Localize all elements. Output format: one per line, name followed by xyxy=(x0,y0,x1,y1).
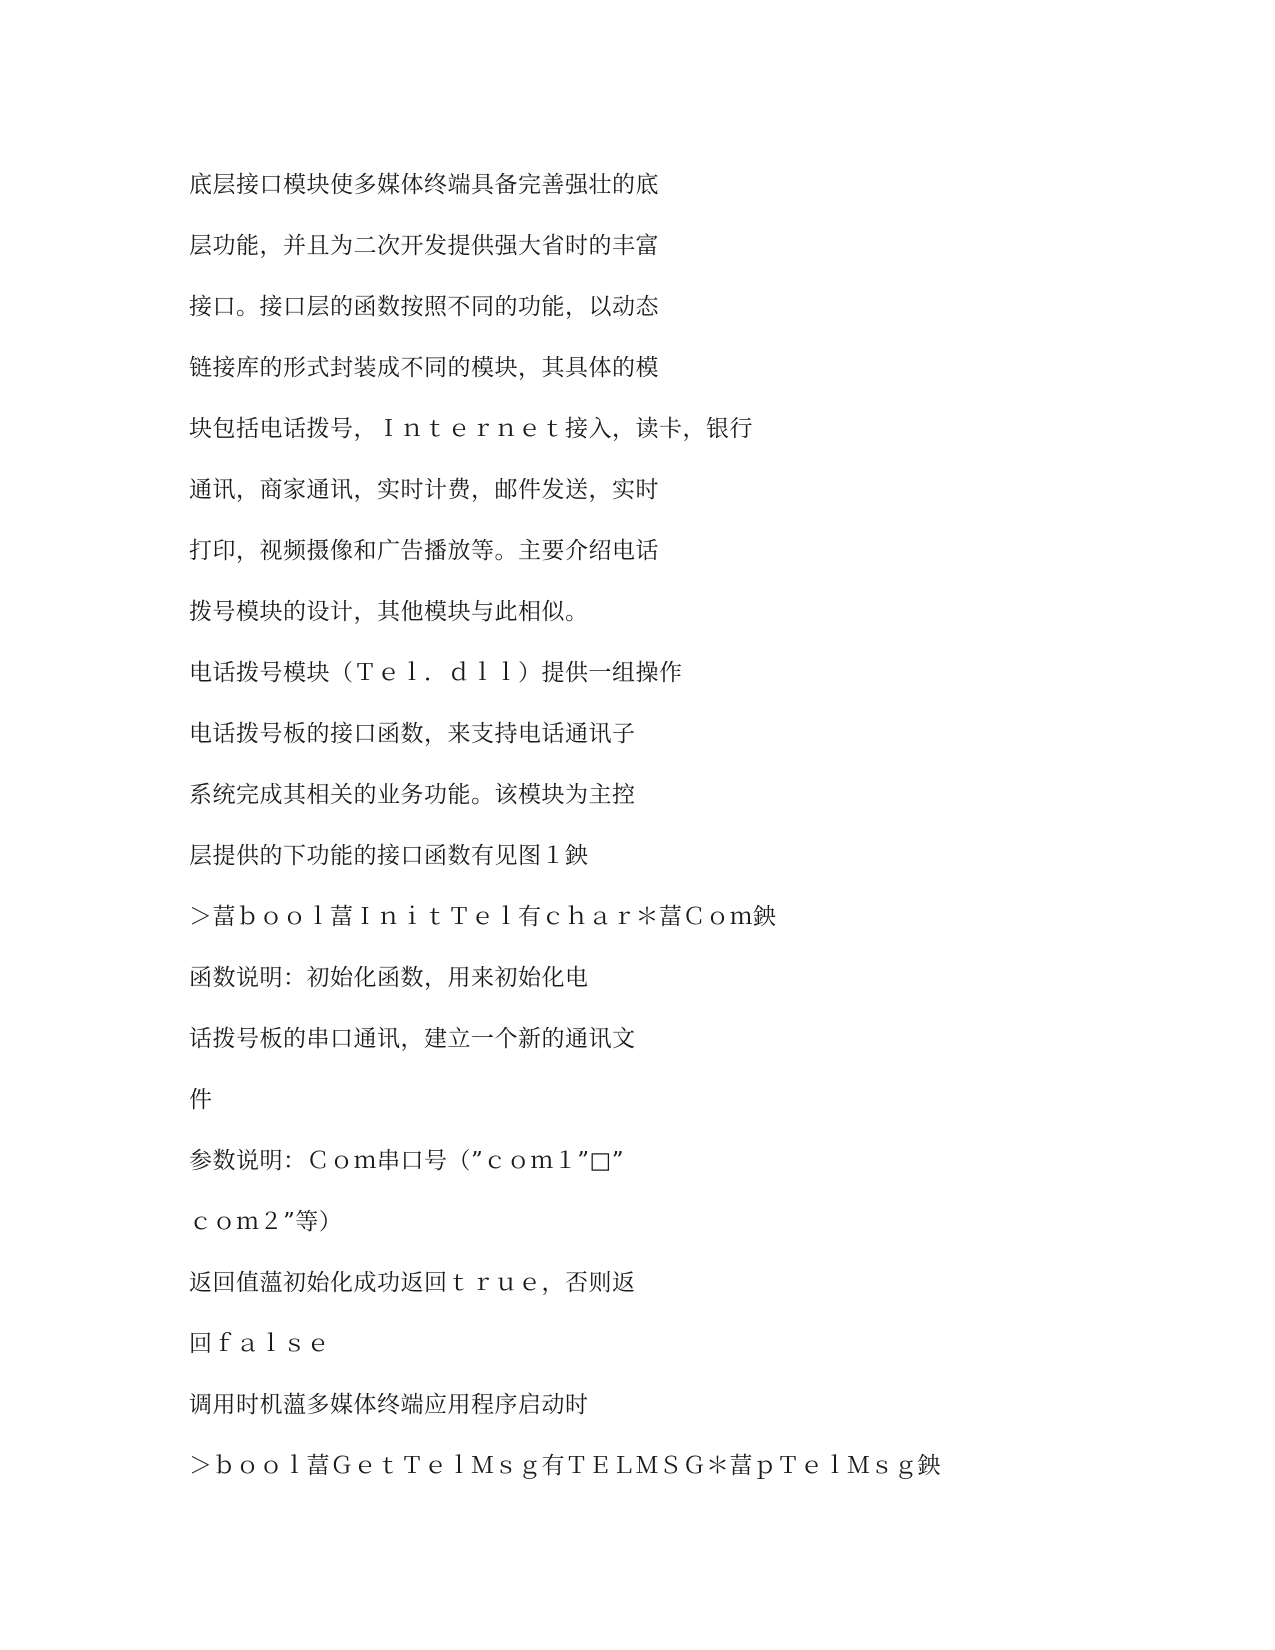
code-signature-line: ＞葍ｂｏｏｌ葍ＩｎｉｔＴｅｌ有ｃｈａｒ＊葍Ｃｏｍ鉠 xyxy=(189,904,777,930)
text-line: 系统完成其相关的业务功能。该模块为主控 xyxy=(189,782,636,808)
text-line: 层功能，并且为二次开发提供强大省时的丰富 xyxy=(189,233,659,259)
text-line: 接口。接口层的函数按照不同的功能，以动态 xyxy=(189,294,659,320)
text-line: ｃｏｍ２”等） xyxy=(189,1209,343,1235)
text-line: 函数说明：初始化函数，用来初始化电 xyxy=(189,965,589,991)
text-line: 块包括电话拨号，Ｉｎｔｅｒｎｅｔ接入，读卡，银行 xyxy=(189,416,753,442)
code-signature-line: ＞ｂｏｏｌ葍ＧｅｔＴｅｌＭｓｇ有ＴＥＬＭＳＧ＊葍ｐＴｅｌＭｓｇ鉠 xyxy=(189,1453,941,1479)
document-body xyxy=(189,170,1189,1512)
text-line: 返回值薀初始化成功返回ｔｒｕｅ，否则返 xyxy=(189,1270,636,1296)
text-line: 件 xyxy=(189,1087,213,1113)
text-line: 底层接口模块使多媒体终端具备完善强壮的底 xyxy=(189,172,659,198)
text-line: 回ｆａｌｓｅ xyxy=(189,1331,330,1357)
text-line: 链接库的形式封装成不同的模块，其具体的模 xyxy=(189,355,659,381)
text-line: 参数说明：Ｃｏｍ串口号（”ｃｏｍ１”□” xyxy=(189,1148,625,1174)
text-line: 拨号模块的设计，其他模块与此相似。 xyxy=(189,599,589,625)
text-line: 层提供的下功能的接口函数有见图１鉠 xyxy=(189,843,589,869)
text-line: 通讯，商家通讯，实时计费，邮件发送，实时 xyxy=(189,477,659,503)
text-line: 打印，视频摄像和广告播放等。主要介绍电话 xyxy=(189,538,659,564)
text-line: 电话拨号模块（Ｔｅｌ．ｄｌｌ）提供一组操作 xyxy=(189,660,683,686)
text-line: 电话拨号板的接口函数，来支持电话通讯子 xyxy=(189,721,636,747)
text-line: 话拨号板的串口通讯，建立一个新的通讯文 xyxy=(189,1026,636,1052)
text-line: 调用时机薀多媒体终端应用程序启动时 xyxy=(189,1392,589,1418)
